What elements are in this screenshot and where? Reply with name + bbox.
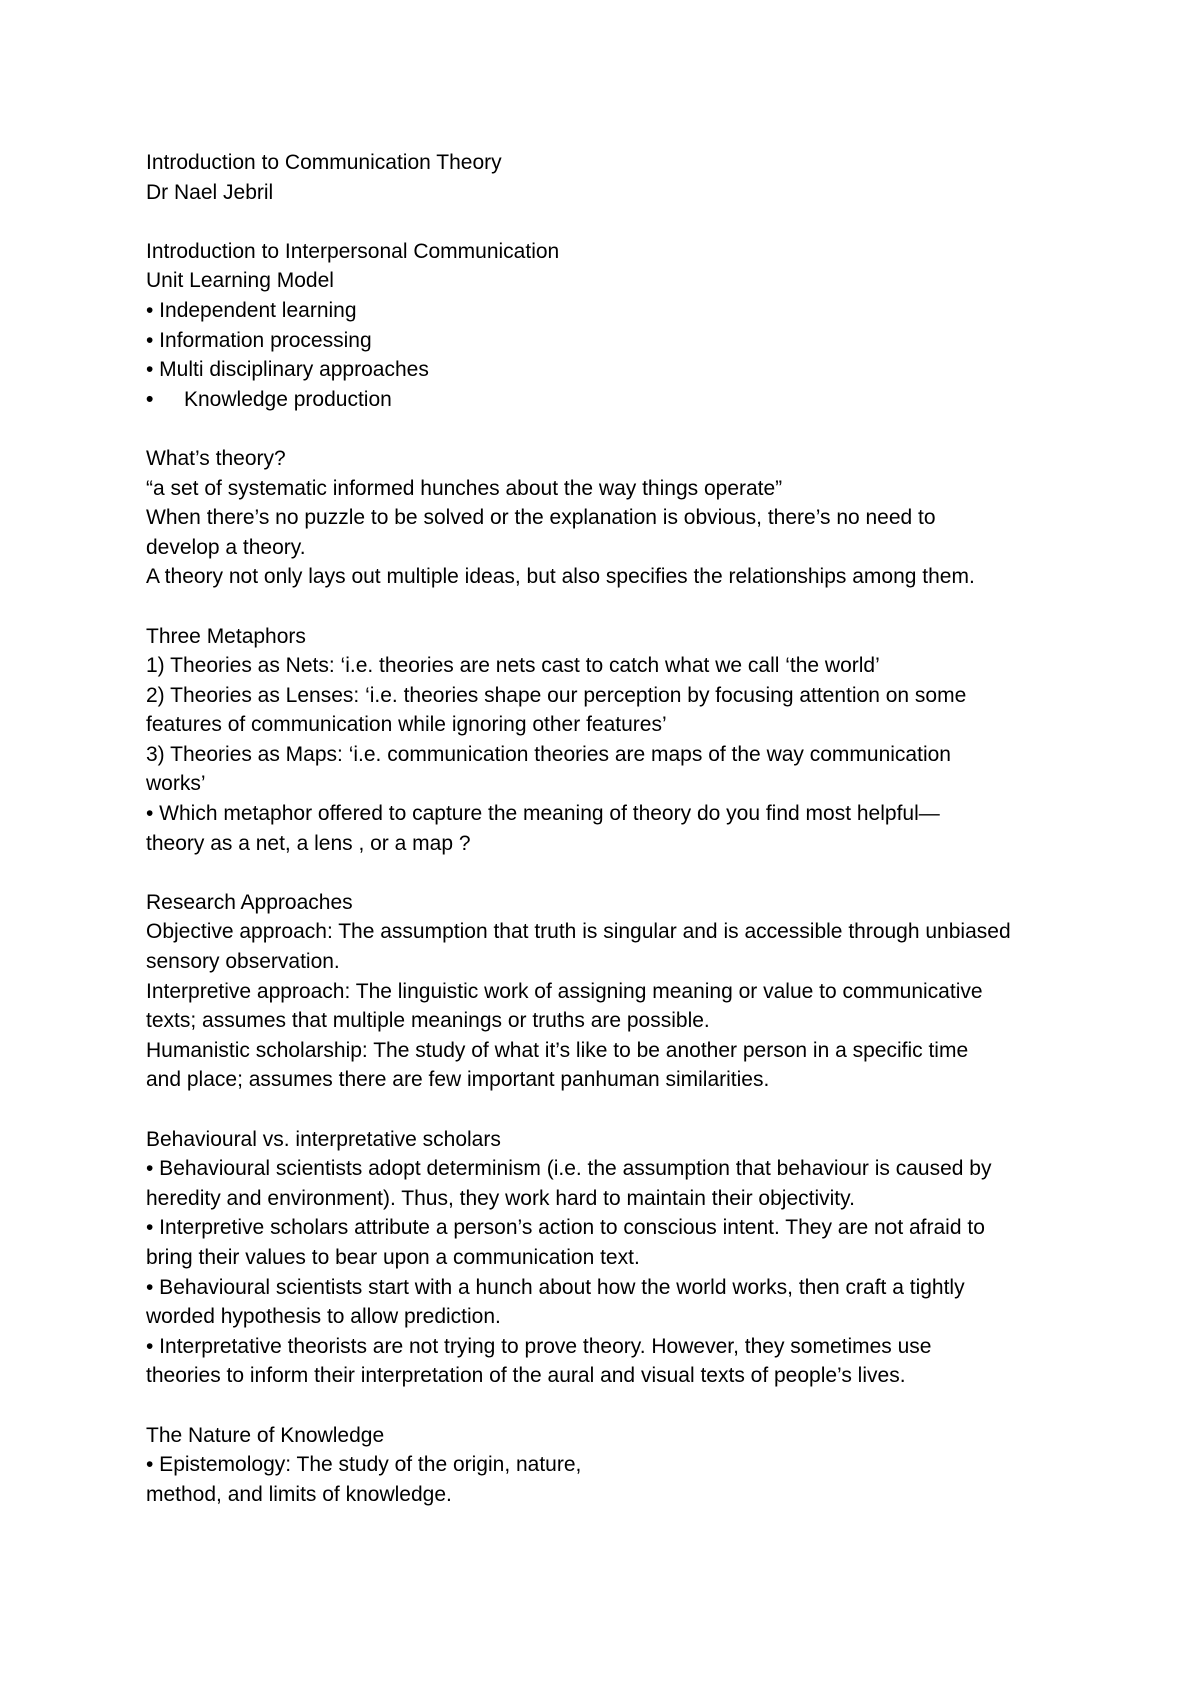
list-item <box>146 385 1086 415</box>
paragraph-line: sensory observation. <box>146 950 340 974</box>
paragraph-line: 1) Theories as Nets: ‘i.e. theories are nets cast to catch what we call ‘the world’ <box>146 654 880 678</box>
heading-research-approaches: Research Approaches <box>146 890 353 914</box>
paragraph-line: features of communication while ignoring other features’ <box>146 713 667 737</box>
paragraph-line: Objective approach: The assumption that truth is singular and is accessible through unbiased <box>146 920 1011 944</box>
spacer <box>146 592 1086 622</box>
spacer <box>146 858 1086 888</box>
paragraph-line: • Epistemology: The study of the origin, nature, <box>146 1453 582 1477</box>
section-title-interpersonal: Introduction to Interpersonal Communication <box>146 239 560 263</box>
list-item-text: Knowledge production <box>184 387 392 411</box>
paragraph-line: • Behavioural scientists start with a hunch about how the world works, then craft a tightly <box>146 1275 965 1299</box>
list-item: • Multi disciplinary approaches <box>146 358 429 382</box>
heading-whats-theory: What’s theory? <box>146 446 286 470</box>
paragraph-line: Interpretive approach: The linguistic work of assigning meaning or value to communicative <box>146 979 983 1003</box>
paragraph-line: texts; assumes that multiple meanings or truths are possible. <box>146 1009 710 1033</box>
paragraph-line: develop a theory. <box>146 535 306 559</box>
paragraph-line: and place; assumes there are few important panhuman similarities. <box>146 1068 770 1092</box>
bullet-icon: • <box>146 387 154 411</box>
paragraph-line: method, and limits of knowledge. <box>146 1482 452 1506</box>
list-item: • Independent learning <box>146 298 357 322</box>
paragraph-line: heredity and environment). Thus, they work hard to maintain their objectivity. <box>146 1186 855 1210</box>
paragraph-line: • Which metaphor offered to capture the meaning of theory do you find most helpful— <box>146 802 940 826</box>
spacer <box>146 414 1086 444</box>
document-page <box>146 148 1086 1509</box>
course-title: Introduction to Communication Theory <box>146 151 502 174</box>
paragraph-line: 3) Theories as Maps: ‘i.e. communication theories are maps of the way communication <box>146 742 951 766</box>
paragraph-line: works’ <box>146 772 206 796</box>
paragraph-line: A theory not only lays out multiple ideas, but also specifies the relationships among them. <box>146 565 975 589</box>
paragraph-line: Humanistic scholarship: The study of what it’s like to be another person in a specific time <box>146 1038 969 1062</box>
paragraph-line: 2) Theories as Lenses: ‘i.e. theories shape our perception by focusing attention on some <box>146 683 967 707</box>
heading-three-metaphors: Three Metaphors <box>146 624 306 648</box>
paragraph-line: • Interpretive scholars attribute a person’s action to conscious intent. They are not afraid to <box>146 1216 985 1240</box>
heading-behavioural-vs-interpretative: Behavioural vs. interpretative scholars <box>146 1127 501 1151</box>
paragraph-line: bring their values to bear upon a communication text. <box>146 1245 640 1269</box>
paragraph-line: “a set of systematic informed hunches about the way things operate” <box>146 476 783 500</box>
lecturer-name: Dr Nael Jebril <box>146 180 274 204</box>
paragraph-line: theory as a net, a lens , or a map ? <box>146 831 471 855</box>
paragraph-line: worded hypothesis to allow prediction. <box>146 1305 501 1329</box>
paragraph-line: theories to inform their interpretation of the aural and visual texts of people’s lives. <box>146 1364 906 1388</box>
heading-nature-of-knowledge: The Nature of Knowledge <box>146 1423 385 1447</box>
list-item: • Information processing <box>146 328 372 352</box>
spacer <box>146 1391 1086 1421</box>
paragraph-line: • Behavioural scientists adopt determinism (i.e. the assumption that behaviour is caused by <box>146 1157 992 1181</box>
paragraph-line: When there’s no puzzle to be solved or the explanation is obvious, there’s no need to <box>146 506 936 530</box>
spacer <box>146 207 1086 237</box>
spacer <box>146 1095 1086 1125</box>
paragraph-line: • Interpretative theorists are not trying to prove theory. However, they sometimes use <box>146 1334 932 1358</box>
learning-model-label: Unit Learning Model <box>146 269 334 293</box>
